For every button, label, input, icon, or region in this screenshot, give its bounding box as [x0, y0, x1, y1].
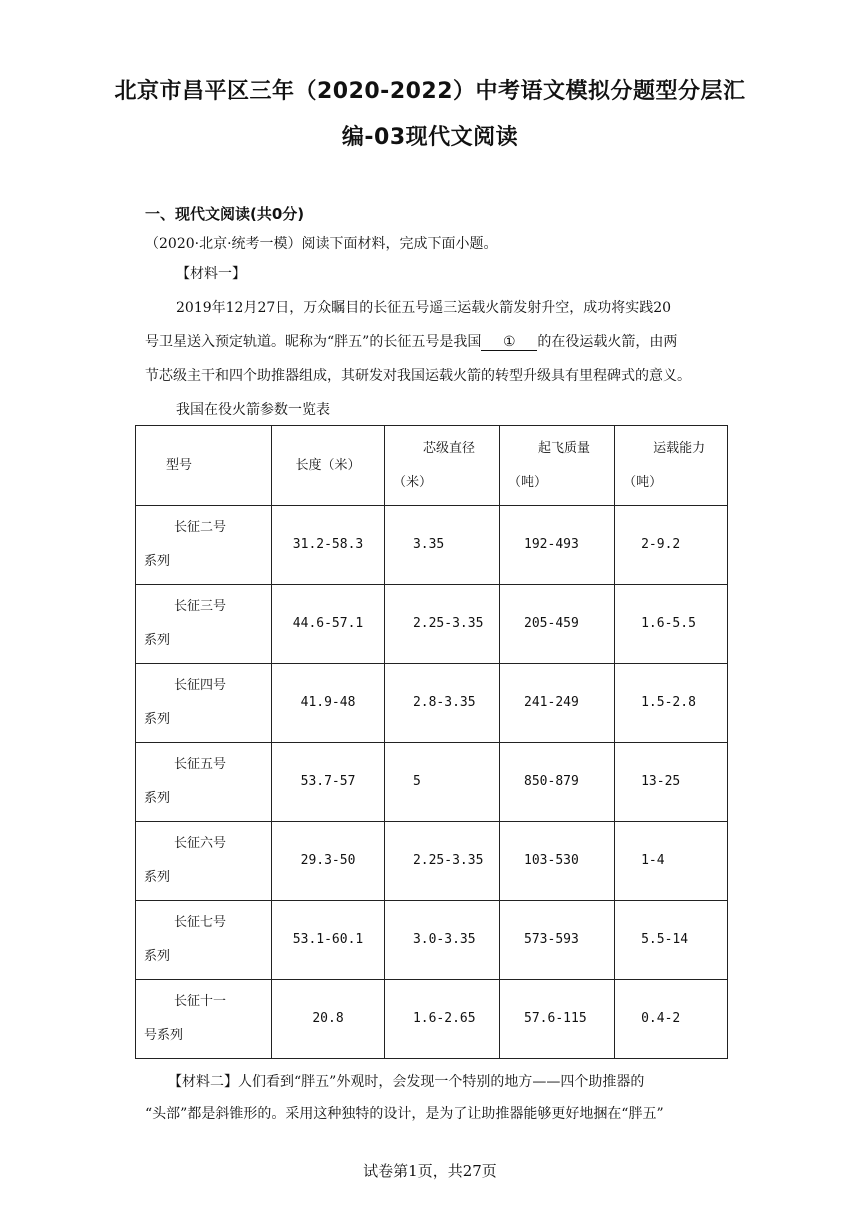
cell-capacity: 2-9.2: [615, 506, 728, 585]
cell-mass: 205-459: [500, 585, 615, 664]
model-line-1: 长征四号: [174, 678, 227, 693]
cell-model: [136, 901, 272, 980]
cell-diameter: 3.0-3.35: [384, 901, 499, 980]
table-row: [136, 980, 728, 1059]
section-heading: 一、现代文阅读(共0分): [145, 205, 305, 223]
header-length: 长度（米）: [272, 426, 385, 506]
header-capacity-line-1: 运载能力: [653, 440, 706, 456]
material-1-label: 【材料一】: [176, 266, 246, 282]
table-header-row: [136, 426, 728, 506]
table-row: [136, 822, 728, 901]
model-line-1: 长征六号: [174, 836, 227, 851]
model-line-1: 长征五号: [174, 757, 227, 772]
cell-capacity: 1.6-5.5: [615, 585, 728, 664]
model-line-2: 系列: [144, 870, 171, 885]
cell-model: [136, 585, 272, 664]
model-line-2: 系列: [144, 791, 171, 806]
cell-diameter: 1.6-2.65: [384, 980, 499, 1059]
header-mass: [500, 426, 615, 506]
header-model: 型号: [136, 426, 272, 506]
paragraph-1-line-2: [145, 331, 677, 351]
cell-mass: 192-493: [500, 506, 615, 585]
model-line-2: 系列: [144, 949, 171, 964]
rocket-parameters-table: [135, 425, 728, 1059]
header-capacity-line-2: （吨）: [623, 474, 663, 490]
header-mass-line-1: 起飞质量: [538, 440, 591, 456]
table-row: [136, 901, 728, 980]
cell-model: [136, 506, 272, 585]
cell-diameter: 2.25-3.35: [384, 585, 499, 664]
table-row: [136, 664, 728, 743]
page-footer: 试卷第1页，共27页: [363, 1162, 497, 1180]
paragraph-1-line-2-before: 号卫星送入预定轨道。昵称为“胖五”的长征五号是我国: [145, 334, 482, 350]
cell-diameter: 3.35: [384, 506, 499, 585]
cell-length: 53.7-57: [272, 743, 385, 822]
cell-length: 31.2-58.3: [272, 506, 385, 585]
paragraph-2-line-1: [168, 1071, 644, 1091]
paragraph-1-line-2-after: 的在役运载火箭，由两: [537, 334, 678, 350]
cell-length: 29.3-50: [272, 822, 385, 901]
cell-diameter: 2.8-3.35: [384, 664, 499, 743]
cell-model: [136, 664, 272, 743]
model-line-2: 系列: [144, 554, 171, 569]
header-capacity: [615, 426, 728, 506]
model-line-1: 长征二号: [174, 520, 227, 535]
cell-capacity: 13-25: [615, 743, 728, 822]
cell-capacity: 1-4: [615, 822, 728, 901]
model-line-2: 系列: [144, 633, 171, 648]
cell-mass: 573-593: [500, 901, 615, 980]
cell-model: [136, 822, 272, 901]
model-line-2: 系列: [144, 712, 171, 727]
cell-mass: 850-879: [500, 743, 615, 822]
fill-in-blank-1: ①: [481, 335, 537, 351]
cell-diameter: 2.25-3.35: [384, 822, 499, 901]
header-mass-line-2: （吨）: [508, 474, 548, 490]
table-row: [136, 506, 728, 585]
question-source: （2020·北京·统考一模）阅读下面材料，完成下面小题。: [145, 236, 498, 252]
paragraph-2-line-1-text: 人们看到“胖五”外观时，会发现一个特别的地方——四个助推器的: [238, 1074, 645, 1090]
cell-model: [136, 980, 272, 1059]
cell-capacity: 0.4-2: [615, 980, 728, 1059]
paragraph-1-line-1: 2019年12月27日，万众瞩目的长征五号遥三运载火箭发射升空，成功将实践20: [176, 300, 672, 316]
table-caption: 我国在役火箭参数一览表: [176, 402, 330, 418]
cell-capacity: 5.5-14: [615, 901, 728, 980]
cell-mass: 103-530: [500, 822, 615, 901]
header-diameter-line-1: 芯级直径: [422, 440, 475, 456]
model-line-2: 号系列: [144, 1028, 184, 1043]
model-line-1: 长征三号: [174, 599, 227, 614]
table-row: [136, 585, 728, 664]
document-title-line-1: 北京市昌平区三年（2020-2022）中考语文模拟分题型分层汇: [114, 79, 746, 104]
table-row: [136, 743, 728, 822]
paragraph-1-line-3: 节芯级主干和四个助推器组成，其研发对我国运载火箭的转型升级具有里程碑式的意义。: [145, 368, 691, 384]
cell-length: 41.9-48: [272, 664, 385, 743]
cell-length: 20.8: [272, 980, 385, 1059]
model-line-1: 长征十一: [174, 994, 227, 1009]
cell-capacity: 1.5-2.8: [615, 664, 728, 743]
cell-length: 53.1-60.1: [272, 901, 385, 980]
cell-model: [136, 743, 272, 822]
cell-diameter: 5: [384, 743, 499, 822]
material-2-label: 【材料二】: [168, 1074, 238, 1090]
paragraph-2-line-2: “头部”都是斜锥形的。采用这种独特的设计，是为了让助推器能够更好地捆在“胖五”: [145, 1106, 664, 1122]
document-title-line-2: 编-03现代文阅读: [341, 125, 519, 150]
model-line-1: 长征七号: [174, 915, 227, 930]
cell-mass: 241-249: [500, 664, 615, 743]
cell-length: 44.6-57.1: [272, 585, 385, 664]
cell-mass: 57.6-115: [500, 980, 615, 1059]
header-diameter: [384, 426, 499, 506]
header-diameter-line-2: （米）: [392, 474, 432, 490]
